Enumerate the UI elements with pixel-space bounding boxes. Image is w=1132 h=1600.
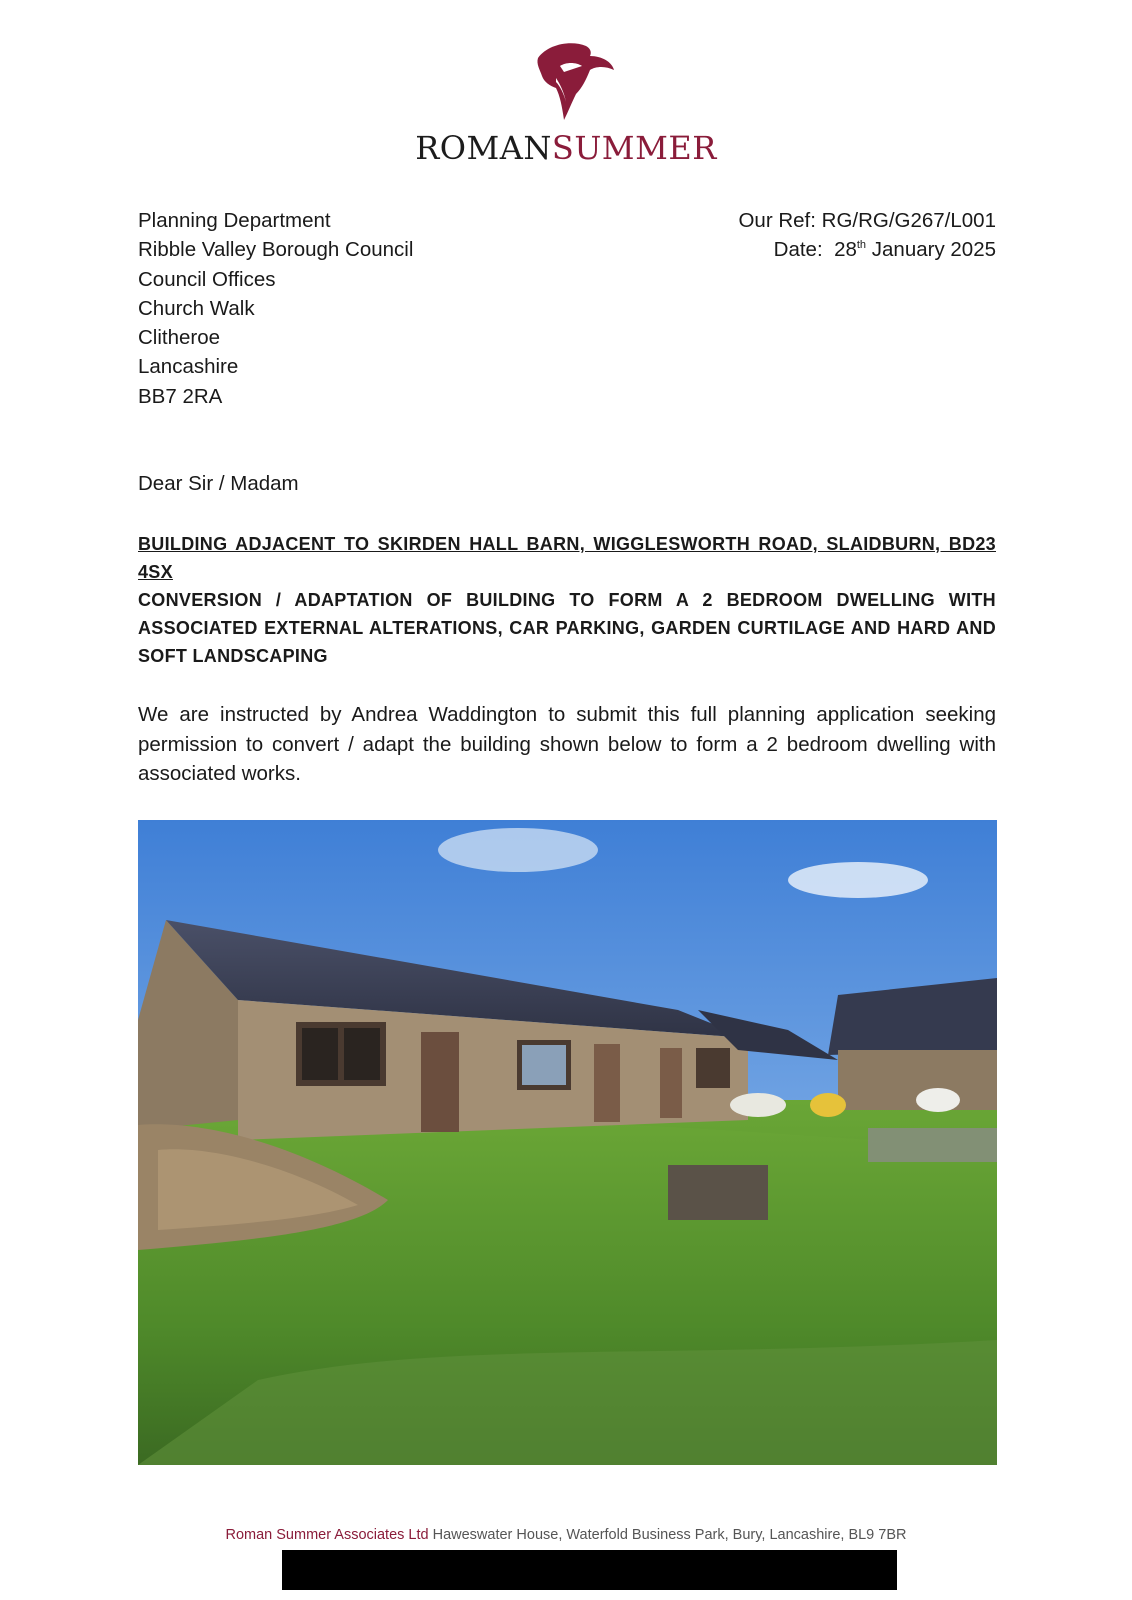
proposal-heading: CONVERSION / ADAPTATION OF BUILDING TO FORM A 2 BEDROOM DWELLING WITH ASSOCIATED EXTERNAL ALTERATIONS, CAR PARKING, GARDEN CURTILAGE AND HARD AND SOFT LANDSCAPING	[138, 590, 996, 666]
salutation: Dear Sir / Madam	[138, 472, 299, 495]
recipient-address	[138, 206, 413, 411]
our-ref: Our Ref: RG/RG/G267/L001	[738, 209, 996, 232]
address-line: Church Walk	[138, 296, 255, 320]
wordmark-roman: ROMAN	[415, 129, 552, 167]
letter-date	[738, 235, 996, 264]
address-line: Clitheroe	[138, 326, 221, 350]
address-line: Planning Department	[138, 209, 331, 232]
reference-block	[738, 206, 996, 265]
address-line: Council Offices	[138, 267, 276, 291]
footer-company: Roman Summer Associates Ltd	[225, 1527, 429, 1543]
footer-address: Haweswater House, Waterfold Business Park, Bury, Lancashire, BL9 7BR	[432, 1527, 907, 1543]
wordmark-summer: SUMMER	[551, 129, 717, 167]
redaction-bar	[282, 1550, 897, 1590]
brand-wordmark	[0, 130, 1132, 166]
date-rest: January 2025	[871, 238, 996, 262]
building-photo	[138, 820, 997, 1465]
site-address-heading: BUILDING ADJACENT TO SKIRDEN HALL BARN, WIGGLESWORTH ROAD, SLAIDBURN, BD23 4SX	[138, 534, 996, 582]
date-suffix: th	[856, 239, 867, 252]
address-line: Ribble Valley Borough Council	[138, 238, 414, 262]
footer	[0, 1527, 1132, 1543]
company-logo	[0, 36, 1132, 166]
date-label: Date:	[773, 238, 823, 262]
address-line: Lancashire	[138, 355, 239, 379]
body-paragraph: We are instructed by Andrea Waddington to submit this full planning application seeking permission to convert / adapt the building shown below to form a 2 bedroom dwelling with associated works.	[138, 703, 996, 785]
subject-heading	[138, 530, 996, 670]
helmet-logo-icon	[516, 36, 616, 120]
date-day: 28	[834, 238, 857, 262]
address-line: BB7 2RA	[138, 384, 223, 408]
